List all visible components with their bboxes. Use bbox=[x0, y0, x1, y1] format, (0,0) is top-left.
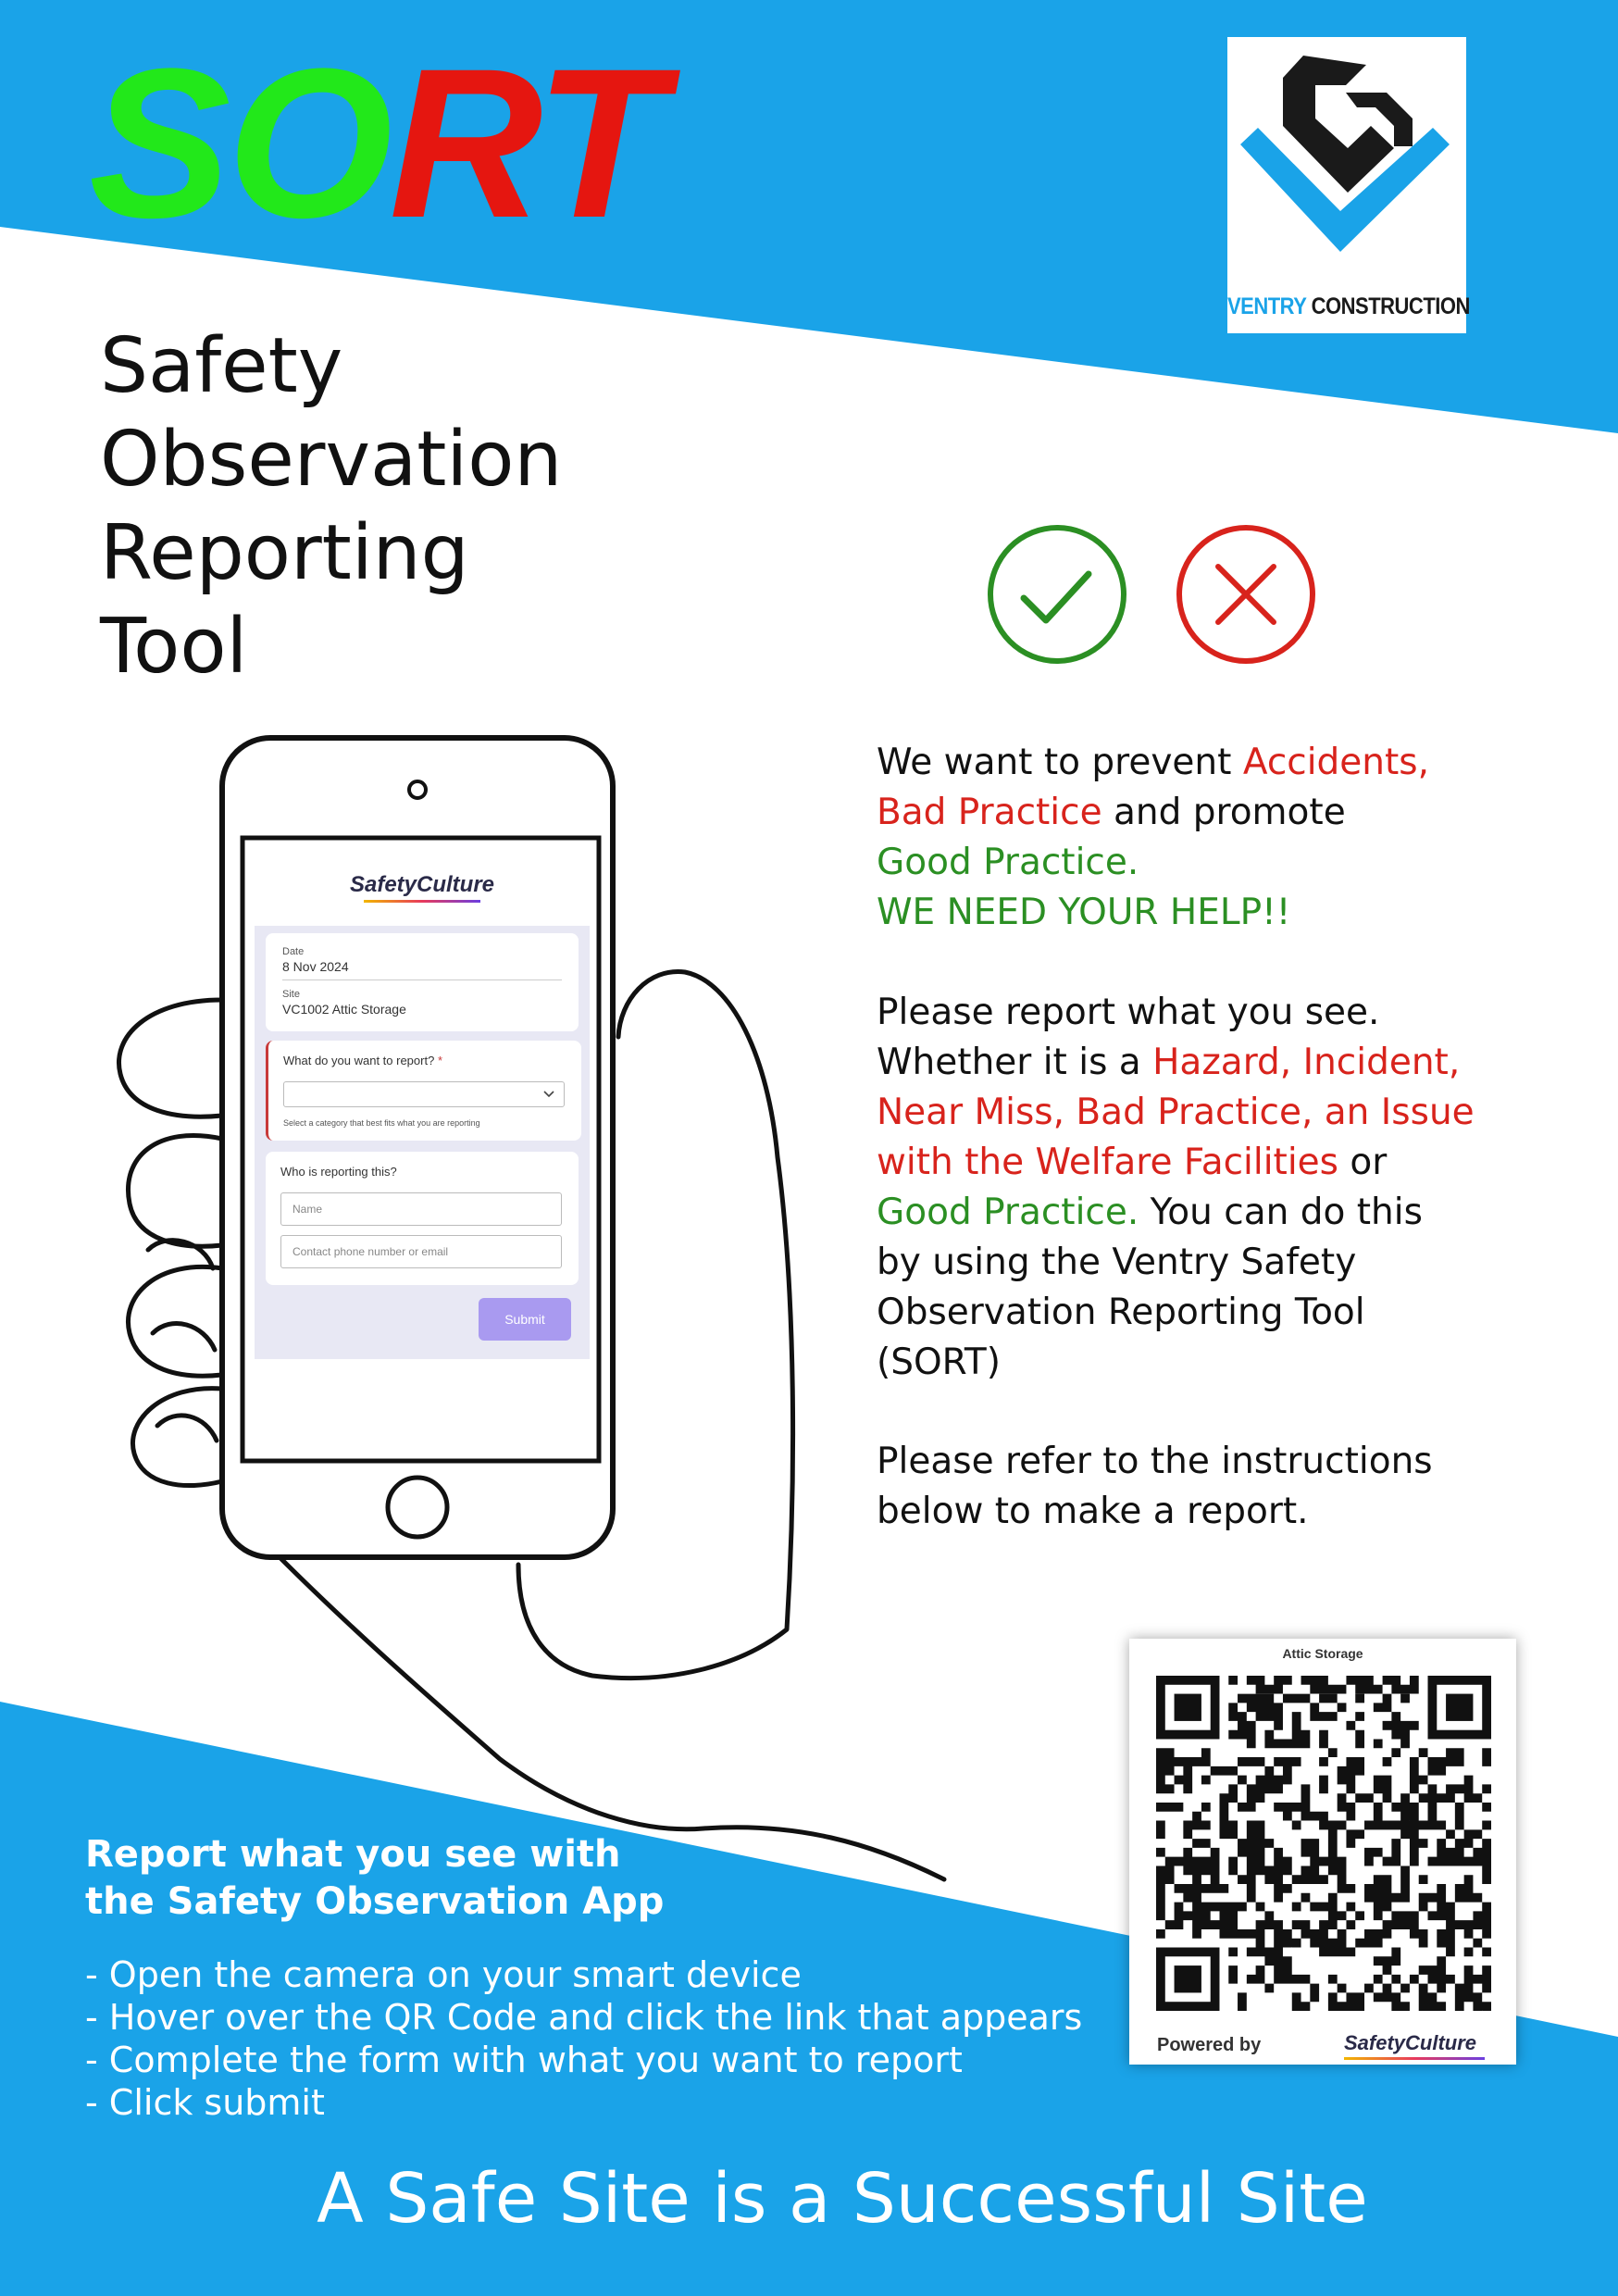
intro-text: Observation Reporting Tool bbox=[877, 1292, 1365, 1333]
intro-highlight-red: with the Welfare Facilities bbox=[877, 1142, 1338, 1183]
qr-label: Attic Storage bbox=[1282, 1646, 1363, 1661]
instructions-steps bbox=[85, 1953, 1082, 2124]
instructions-heading bbox=[85, 1831, 664, 1926]
site-label: Site bbox=[282, 989, 300, 1000]
safetyculture-logo-underline bbox=[364, 900, 480, 903]
instruction-step: - Open the camera on your smart device bbox=[85, 1954, 802, 1995]
sort-letter-s: S bbox=[89, 24, 228, 262]
site-value[interactable]: VC1002 Attic Storage bbox=[282, 1002, 406, 1017]
contact-input[interactable] bbox=[280, 1235, 562, 1268]
intro-text: You can do this bbox=[1139, 1192, 1423, 1233]
qr-finder-pattern bbox=[1156, 1676, 1219, 1739]
report-question-text: What do you want to report? bbox=[283, 1054, 435, 1067]
date-value[interactable]: 8 Nov 2024 bbox=[282, 959, 349, 974]
sort-letter-o: O bbox=[227, 24, 390, 262]
sort-letter-r: R bbox=[389, 24, 536, 262]
intro-text: by using the Ventry Safety bbox=[877, 1242, 1357, 1283]
intro-text: below to make a report. bbox=[877, 1491, 1309, 1532]
qr-card bbox=[1129, 1639, 1516, 2065]
name-placeholder: Name bbox=[292, 1203, 323, 1216]
name-input[interactable] bbox=[280, 1192, 562, 1226]
qr-code[interactable] bbox=[1156, 1676, 1491, 2011]
intro-highlight-green: Good Practice. bbox=[877, 842, 1139, 883]
instruction-step: - Click submit bbox=[85, 2082, 325, 2123]
title-line: Reporting bbox=[100, 509, 469, 597]
phone-screen bbox=[255, 852, 590, 1359]
title-line: Tool bbox=[100, 603, 248, 691]
reporter-label: Who is reporting this? bbox=[280, 1165, 397, 1179]
date-label: Date bbox=[282, 946, 305, 957]
instruction-step: - Complete the form with what you want to report bbox=[85, 2040, 963, 2080]
submit-label: Submit bbox=[504, 1312, 545, 1327]
intro-text: and promote bbox=[1101, 792, 1346, 833]
qr-finder-pattern bbox=[1428, 1676, 1491, 1739]
intro-highlight-red: Bad Practice bbox=[877, 792, 1102, 833]
intro-text: or bbox=[1338, 1142, 1388, 1183]
intro-highlight-red: Hazard, Incident, bbox=[1152, 1042, 1461, 1083]
safetyculture-logo: SafetyCulture bbox=[349, 872, 495, 897]
title-line: Observation bbox=[100, 416, 563, 504]
reporter-card bbox=[266, 1152, 579, 1285]
instructions-heading-line: the Safety Observation App bbox=[85, 1880, 665, 1923]
qr-safetyculture-underline bbox=[1344, 2057, 1485, 2060]
intro-highlight-green: Good Practice. bbox=[877, 1192, 1139, 1233]
intro-text: (SORT) bbox=[877, 1341, 1001, 1383]
submit-button[interactable] bbox=[479, 1298, 571, 1341]
qr-safetyculture-logo: SafetyCulture bbox=[1344, 2031, 1477, 2054]
logo-brand: VENTRY bbox=[1227, 293, 1307, 319]
required-mark: * bbox=[437, 1054, 442, 1067]
footer-slogan: A Safe Site is a Successful Site bbox=[317, 2159, 1368, 2239]
qr-powered-by: Powered by bbox=[1157, 2035, 1262, 2055]
form-background bbox=[255, 926, 590, 1359]
intro-highlight-red: Near Miss, Bad Practice, an Issue bbox=[877, 1092, 1475, 1133]
intro-text: Please report what you see. bbox=[877, 992, 1380, 1033]
instructions-heading-line: Report what you see with bbox=[85, 1833, 621, 1876]
report-type-card bbox=[266, 1041, 581, 1141]
contact-placeholder: Contact phone number or email bbox=[292, 1245, 449, 1258]
report-question bbox=[283, 1054, 442, 1067]
report-helper-text: Select a category that best fits what you are reporting bbox=[283, 1118, 480, 1128]
logo-suffix: CONSTRUCTION bbox=[1311, 293, 1470, 319]
report-category-select[interactable] bbox=[283, 1081, 565, 1107]
title-line: Safety bbox=[100, 322, 343, 410]
sort-letter-t: T bbox=[535, 24, 662, 262]
intro-highlight-red: Accidents, bbox=[1242, 742, 1430, 783]
intro-help-callout: WE NEED YOUR HELP!! bbox=[877, 892, 1291, 933]
instruction-step: - Hover over the QR Code and click the link that appears bbox=[85, 1997, 1083, 2038]
chevron-down-icon bbox=[543, 1090, 554, 1099]
intro-text: Please refer to the instructions bbox=[877, 1441, 1433, 1482]
qr-finder-pattern bbox=[1156, 1948, 1219, 2011]
intro-text: We want to prevent bbox=[877, 742, 1243, 783]
intro-text: Whether it is a bbox=[877, 1042, 1153, 1083]
date-site-card bbox=[266, 933, 579, 1031]
